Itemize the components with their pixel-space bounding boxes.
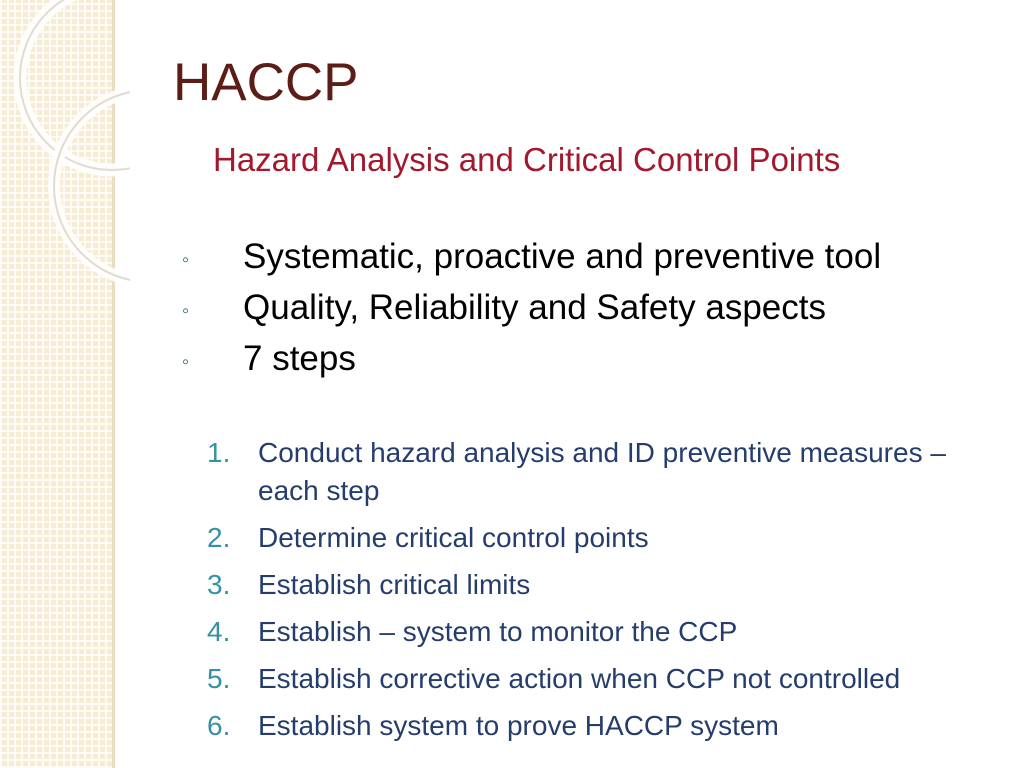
bullet-text: Systematic, proactive and preventive tool [243,237,882,276]
step-item [200,707,960,745]
step-number: 6. [207,710,231,741]
bullet-item [170,340,990,377]
step-item [200,434,960,510]
step-text: Establish – system to monitor the CCP [258,616,738,647]
step-number: 5. [207,663,231,694]
step-text: Conduct hazard analysis and ID preventive measures – each step [258,437,946,506]
bullet-list [170,238,990,391]
slide-subtitle: Hazard Analysis and Critical Control Points [213,141,841,178]
bullet-circle-icon: ◦ [182,249,190,271]
step-number: 3. [207,569,231,600]
step-text: Establish system to prove HACCP system [258,710,779,741]
steps-list [200,434,960,754]
bullet-circle-icon: ◦ [182,300,190,322]
step-item [200,660,960,698]
bullet-text: Quality, Reliability and Safety aspects [243,288,826,327]
slide-title: HACCP [173,53,359,112]
step-number: 2. [207,522,231,553]
step-text: Establish critical limits [258,569,531,600]
step-text: Determine critical control points [258,522,649,553]
step-number: 4. [207,616,231,647]
bullet-text: 7 steps [243,339,356,378]
step-text: Establish corrective action when CCP not controlled [258,663,901,694]
step-item [200,566,960,604]
bullet-circle-icon: ◦ [182,351,190,373]
step-item [200,613,960,651]
bullet-item [170,289,990,326]
decorative-rings-icon [0,0,130,320]
step-item [200,519,960,557]
step-number: 1. [207,437,231,468]
bullet-item [170,238,990,275]
